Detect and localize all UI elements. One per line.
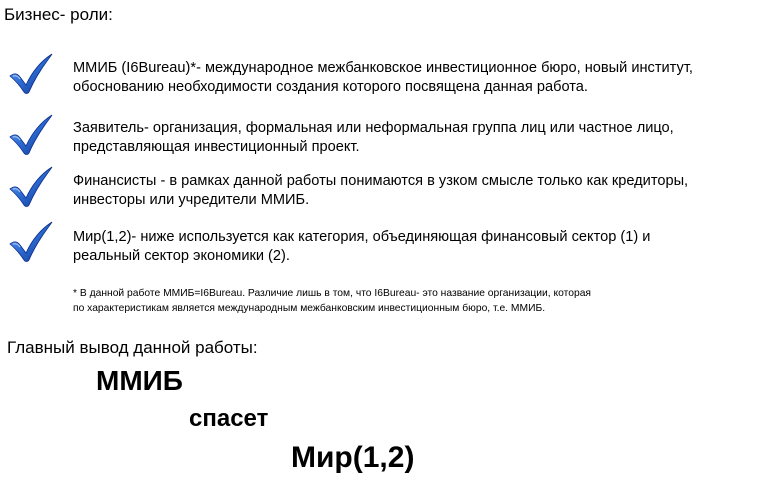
conclusion-word-world: Мир(1,2) [291, 441, 415, 474]
role-line: ММИБ (I6Bureau)*- международное межбанковское инвестиционное бюро, новый институт, [73, 60, 693, 76]
role-line: инвесторы или учредители ММИБ. [73, 192, 310, 208]
conclusion-label: Главный вывод данной работы: [7, 338, 258, 357]
checkmark-icon [8, 165, 54, 209]
checkmark-icon [8, 113, 54, 157]
conclusion-word-saves: спасет [189, 405, 269, 432]
role-line: Мир(1,2)- ниже используется как категория, объединяющая финансовый сектор (1) и [73, 229, 651, 245]
footnote-line: * В данной работе ММИБ=I6Bureau. Различие лишь в том, что I6Bureau- это название организации, которая [73, 288, 592, 299]
role-text [73, 228, 650, 266]
checkmark-icon [8, 52, 54, 96]
role-line: Заявитель- организация, формальная или неформальная группа лиц или частное лицо, [73, 120, 674, 136]
footnote [73, 286, 591, 316]
role-line: Финансисты - в рамках данной работы понимаются в узком смысле только как кредиторы, [73, 173, 689, 189]
role-text [73, 59, 693, 97]
role-text [73, 119, 674, 157]
conclusion-word-mmib: ММИБ [96, 365, 183, 396]
section-heading: Бизнес- роли: [4, 5, 113, 24]
footnote-line: по характеристикам является международным межбанковским инвестиционным бюро, т.е. ММИБ. [73, 303, 546, 314]
checkmark-icon [8, 220, 54, 264]
role-line: обоснованию необходимости создания которого посвящена данная работа. [73, 79, 588, 95]
role-text [73, 172, 688, 210]
role-line: представляющая инвестиционный проект. [73, 139, 360, 155]
role-line: реальный сектор экономики (2). [73, 248, 290, 264]
